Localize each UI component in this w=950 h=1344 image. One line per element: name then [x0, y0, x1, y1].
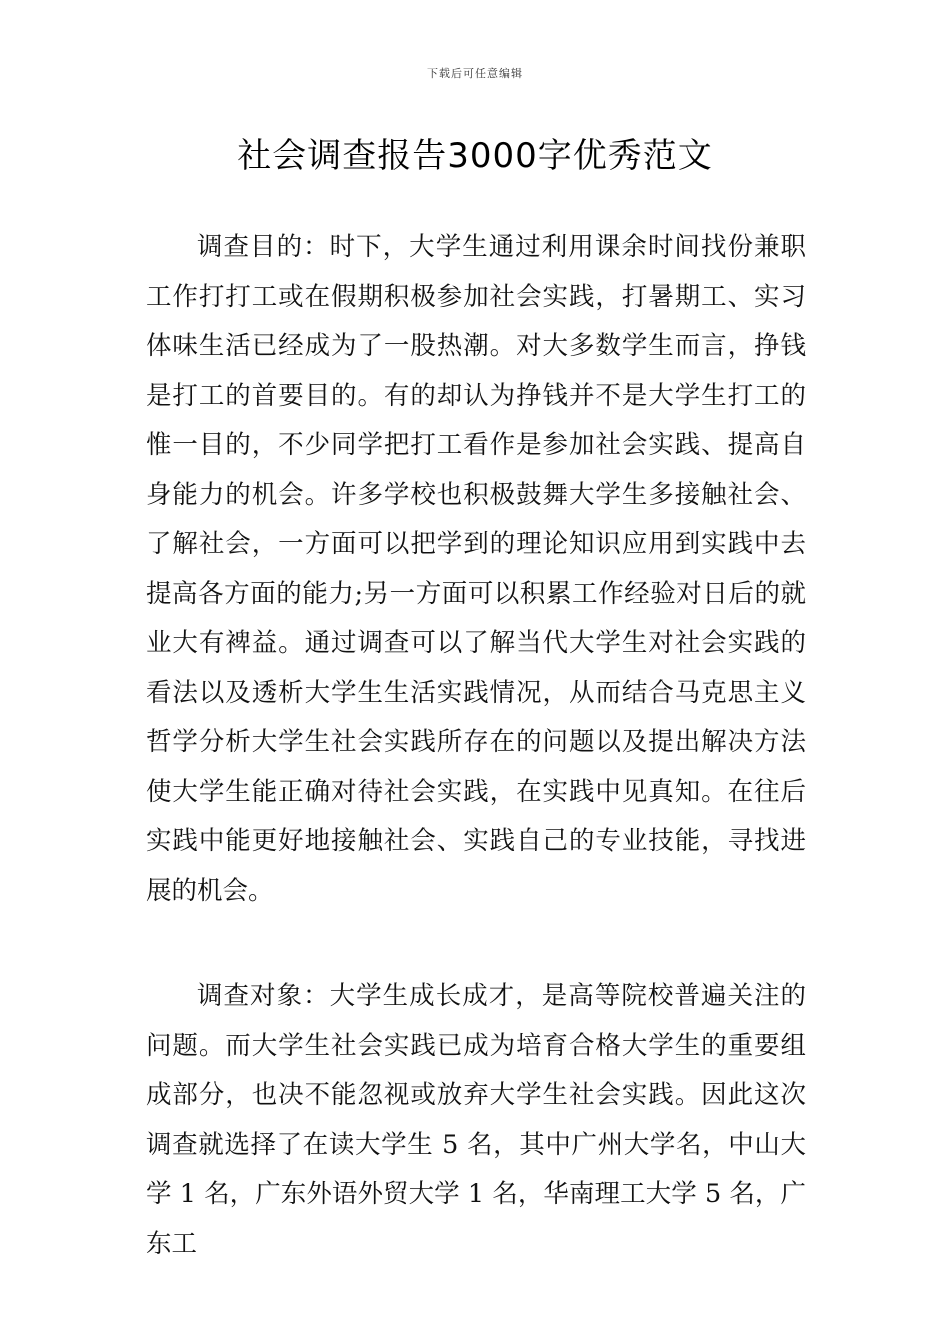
- paragraph-subjects: 调查对象：大学生成长成才，是高等院校普遍关注的问题。而大学生社会实践已成为培育合格大学生的重要组成部分，也决不能忽视或放弃大学生社会实践。因此这次调查就选择了在读大学生 5 名，其中广州大学名，中山大学 1 名，广东外语外贸大学 1 名，华南理工大学 5 名，广东工: [146, 981, 806, 1259]
- document-title: 社会调查报告3000字优秀范文: [237, 136, 713, 176]
- paragraph-purpose: 调查目的：时下，大学生通过利用课余时间找份兼职工作打打工或在假期积极参加社会实践，打暑期工、实习体味生活已经成为了一股热潮。对大多数学生而言，挣钱是打工的首要目的。有的却认为挣钱并不是大学生打工的惟一目的，不少同学把打工看作是参加社会实践、提高自身能力的机会。许多学校也积极鼓舞大学生多接触社会、了解社会，一方面可以把学到的理论知识应用到实践中去提高各方面的能力;另一方面可以积累工作经验对日后的就业大有裨益。通过调查可以了解当代大学生对社会实践的看法以及透析大学生生活实践情况，从而结合马克思主义哲学分析大学生社会实践所存在的问题以及提出解决方法使大学生能正确对待社会实践，在实践中见真知。在往后实践中能更好地接触社会、实践自己的专业技能，寻找进展的机会。: [146, 232, 806, 906]
- header-note: 下载后可任意编辑: [427, 67, 523, 80]
